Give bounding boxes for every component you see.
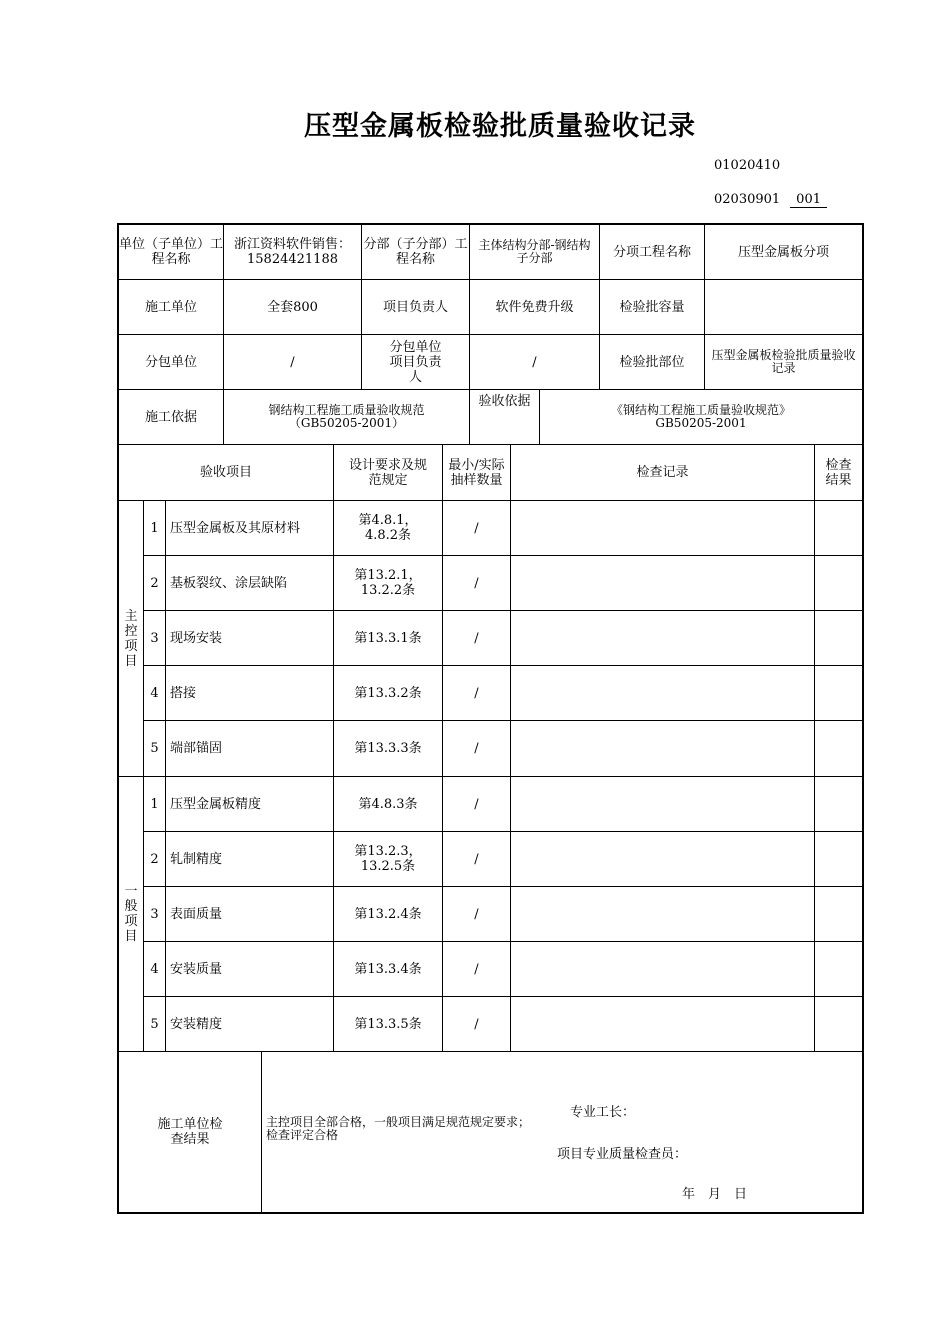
item-result: [815, 721, 862, 775]
item-sample: /: [474, 685, 479, 701]
subitem-label: 分项工程名称: [612, 244, 691, 260]
item-number: 3: [150, 906, 159, 922]
item-spec: 第13.3.1条: [354, 630, 422, 646]
item-result: [815, 832, 862, 886]
item-record: [511, 832, 814, 886]
col-header-item: 验收项目: [199, 465, 252, 480]
unit-value: 浙江资料软件销售：15824421188: [233, 237, 351, 267]
item-record: [511, 942, 814, 996]
item-sample: /: [474, 961, 479, 977]
item-spec: 第13.3.3条: [354, 740, 422, 756]
general-group-label: 一般项目: [124, 884, 138, 944]
item-record: [511, 887, 814, 941]
contractor-value: 全套800: [267, 299, 318, 315]
item-spec: 第4.8.3条: [358, 796, 418, 812]
manager-label: 项目负责人: [382, 299, 448, 315]
item-name: 现场安装: [170, 630, 223, 646]
date-label: 年 月 日: [682, 1186, 748, 1202]
item-sample: /: [474, 906, 479, 922]
col-header-record: 检查记录: [636, 465, 689, 480]
col-header-sample: 最小/实际抽样数量: [448, 457, 505, 488]
item-sample: /: [474, 851, 479, 867]
item-record: [511, 501, 814, 555]
item-result: [815, 942, 862, 996]
item-result: [815, 997, 862, 1051]
item-number: 1: [150, 520, 159, 536]
item-number: 3: [150, 630, 159, 646]
item-sample: /: [474, 1016, 479, 1032]
capacity-value: [705, 280, 862, 334]
item-name: 基板裂纹、涂层缺陷: [170, 575, 288, 591]
main-group-label: 主控项目: [124, 608, 138, 669]
item-result: [815, 666, 862, 720]
item-spec: 第13.2.3，13.2.5条: [354, 844, 422, 874]
item-number: 2: [150, 575, 159, 591]
subcontractor-value: /: [290, 354, 295, 370]
unit-label: 单位（子单位）工程名称: [119, 237, 224, 267]
item-number: 5: [150, 740, 159, 756]
item-sample: /: [474, 796, 479, 812]
item-spec: 第13.3.5条: [354, 1016, 422, 1032]
item-record: [511, 611, 814, 665]
col-header-design: 设计要求及规范规定: [348, 457, 427, 488]
check-result-text: 主控项目全部合格，一般项目满足规范规定要求；检查评定合格: [266, 1115, 531, 1142]
basis-value: 钢结构工程施工质量验收规范（GB50205-2001）: [268, 403, 425, 430]
item-number: 4: [150, 685, 159, 701]
item-number: 2: [150, 851, 159, 867]
division-value: 主体结构分部-钢结构子分部: [478, 238, 591, 265]
sub-manager-label: 分包单位项目负责人: [389, 339, 442, 385]
location-value: 压型金属板检验批质量验收记录: [711, 348, 856, 375]
serial-number: 001: [790, 192, 827, 208]
item-number: 5: [150, 1016, 159, 1032]
item-number: 1: [150, 796, 159, 812]
item-sample: /: [474, 630, 479, 646]
capacity-label: 检验批容量: [619, 299, 685, 315]
subitem-value: 压型金属板分项: [737, 244, 829, 260]
item-result: [815, 777, 862, 831]
item-record: [511, 556, 814, 610]
item-sample: /: [474, 740, 479, 756]
item-spec: 第13.2.4条: [354, 906, 422, 922]
item-spec: 第13.3.4条: [354, 961, 422, 977]
item-record: [511, 777, 814, 831]
manager-value: 软件免费升级: [495, 299, 574, 315]
item-result: [815, 501, 862, 555]
accept-basis-label: 验收依据: [478, 394, 531, 409]
form-code: 01020410: [714, 158, 781, 173]
col-header-result: 检查结果: [825, 457, 852, 488]
sub-manager-value: /: [532, 354, 537, 370]
division-label: 分部（子分部）工程名称: [363, 237, 468, 267]
item-sample: /: [474, 520, 479, 536]
inspector-label: 项目专业质量检查员：: [557, 1146, 688, 1162]
item-name: 安装质量: [170, 961, 223, 977]
item-name: 压型金属板及其原材料: [170, 520, 301, 536]
item-result: [815, 611, 862, 665]
item-spec: 第13.2.1，13.2.2条: [354, 568, 422, 598]
check-result-label: 施工单位检查结果: [157, 1117, 223, 1147]
contractor-label: 施工单位: [144, 299, 197, 315]
item-name: 压型金属板精度: [170, 796, 262, 812]
item-name: 轧制精度: [170, 851, 223, 867]
item-record: [511, 666, 814, 720]
item-spec: 第13.3.2条: [354, 685, 422, 701]
item-sample: /: [474, 575, 479, 591]
form-code-serial: [714, 192, 827, 208]
item-name: 表面质量: [170, 906, 223, 922]
item-name: 安装精度: [170, 1016, 223, 1032]
subcontractor-label: 分包单位: [144, 354, 197, 370]
item-record: [511, 997, 814, 1051]
location-label: 检验批部位: [619, 354, 685, 370]
item-result: [815, 887, 862, 941]
item-result: [815, 556, 862, 610]
foreman-label: 专业工长：: [570, 1104, 636, 1120]
item-record: [511, 721, 814, 775]
accept-basis-value: 《钢结构工程施工质量验收规范》GB50205-2001: [610, 403, 791, 430]
subitem-code: 02030901: [714, 192, 781, 207]
item-name: 搭接: [170, 685, 197, 701]
item-spec: 第4.8.1，4.8.2条: [358, 513, 418, 543]
page-title: 压型金属板检验批质量验收记录: [304, 111, 696, 142]
basis-label: 施工依据: [144, 409, 197, 425]
item-name: 端部锚固: [170, 740, 223, 756]
item-number: 4: [150, 961, 159, 977]
